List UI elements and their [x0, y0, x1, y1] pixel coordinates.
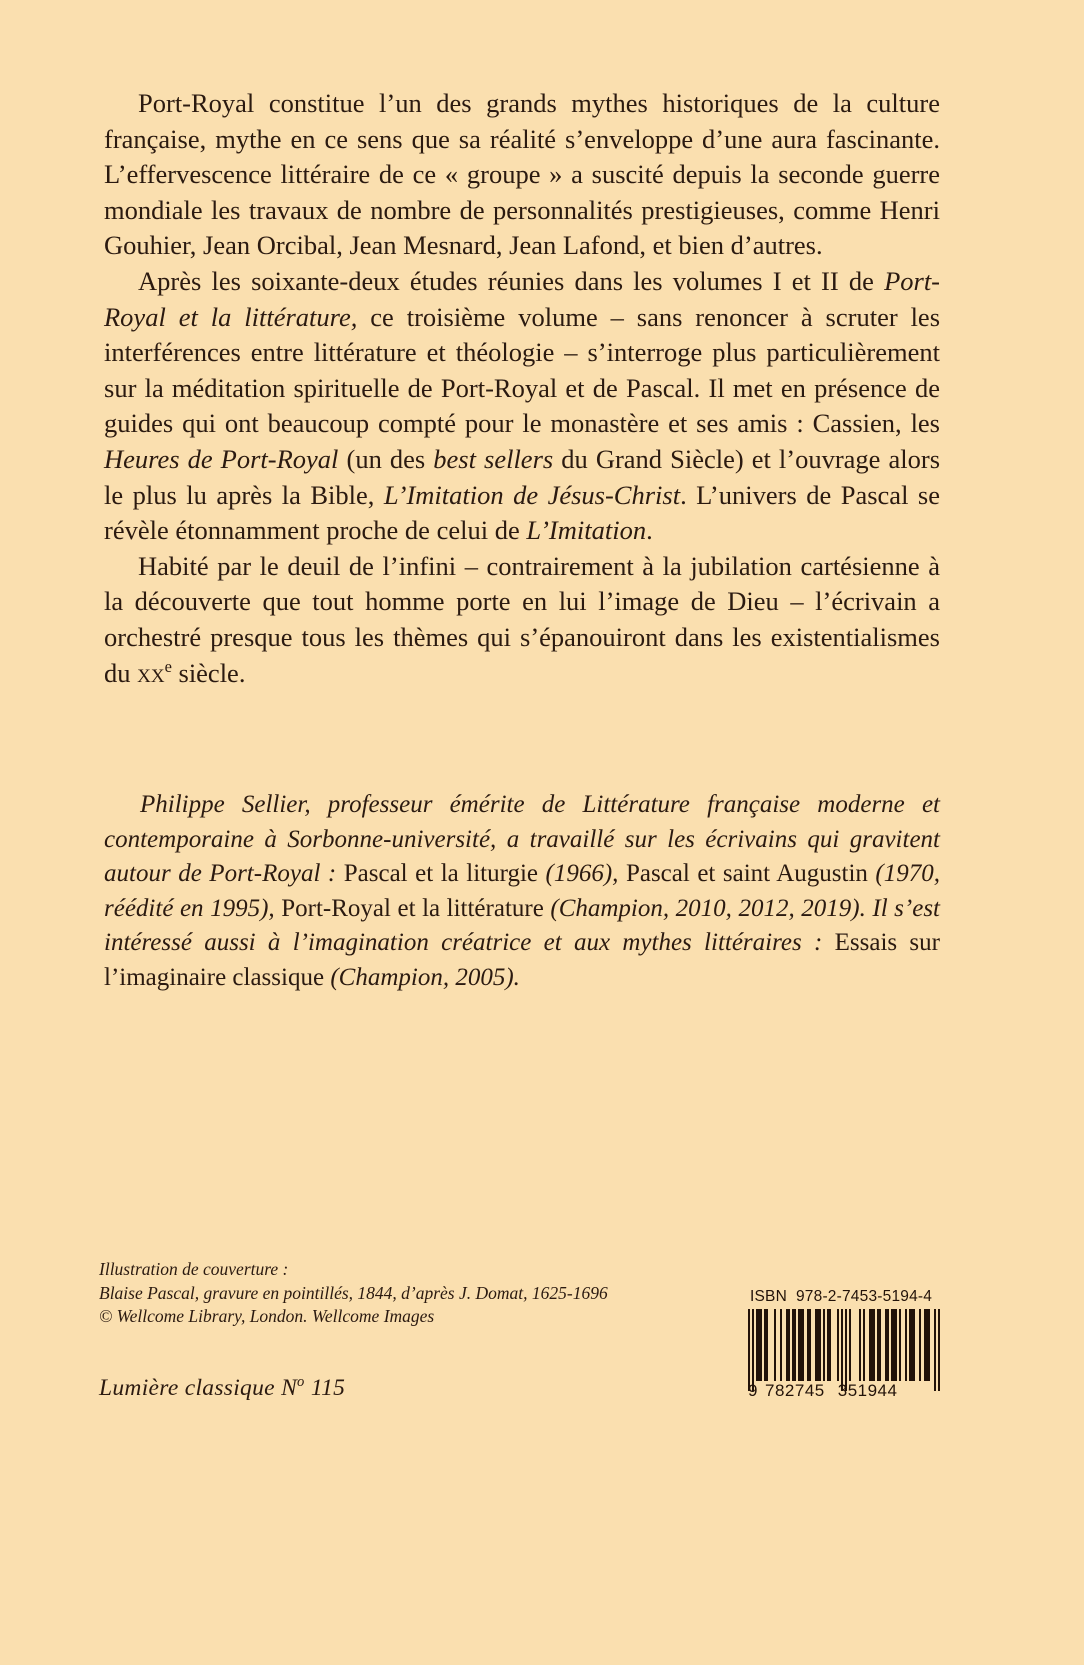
author-biography	[104, 788, 940, 995]
series-line	[99, 1375, 345, 1402]
bio-segment-2: (1966),	[538, 860, 626, 887]
series-number: 115	[304, 1375, 346, 1401]
blurb-p2-segment-6: .	[646, 515, 653, 546]
blurb-p2-segment-1: Après les soixante-deux études réunies dans les volumes I et II de	[138, 265, 885, 296]
work-pascal-et-la-liturgie: Pascal et la liturgie	[343, 860, 538, 887]
title-imitation-de-jesus-christ: L’Imitation de Jésus-Christ	[383, 479, 681, 510]
barcode-digits	[748, 1381, 940, 1401]
bio-segment-4: (Champion, 2010, 2012, 2019). Il s’est intéressé aussi à l’imagination créatrice et aux mythes littéraires :	[104, 894, 941, 956]
term-best-sellers: best sellers	[433, 443, 554, 474]
series-number-ordinal: o	[297, 1374, 305, 1391]
isbn-barcode-block	[748, 1288, 940, 1400]
bio-segment-3: (1970, réédité en 1995),	[104, 860, 940, 922]
work-port-royal-et-la-litterature: Port-Royal et la littérature	[281, 894, 544, 922]
blurb-paragraph-2	[104, 264, 940, 549]
bio-segment-5: (Champion, 2005).	[324, 963, 520, 991]
barcode-bars	[748, 1309, 940, 1381]
isbn-label: ISBN	[750, 1288, 787, 1305]
work-essais-sur-l-imaginaire-classique: Essais sur l’imaginaire classique	[104, 929, 940, 991]
title-heures-de-port-royal: Heures de Port-Royal	[104, 443, 339, 474]
ean-right-group: 351944	[837, 1381, 898, 1400]
ean-left-group: 782745	[765, 1381, 825, 1400]
blurb-paragraph-3	[104, 549, 940, 691]
century-ordinal-suffix: e	[164, 656, 172, 676]
isbn-line	[750, 1288, 940, 1306]
blurb-p2-segment-4: du Grand Siècle) et l’ouvrage alors le plus lu après la Bible,	[104, 443, 941, 510]
series-name: Lumière classique N	[99, 1375, 298, 1401]
blurb-text	[104, 86, 940, 691]
work-pascal-et-saint-augustin: Pascal et saint Augustin	[625, 860, 868, 887]
century-numeral: xx	[137, 657, 165, 688]
credits-line-3: © Wellcome Library, London. Wellcome Images	[99, 1306, 435, 1326]
title-imitation: L’Imitation	[526, 515, 647, 546]
blurb-p1-text: Port-Royal constitue l’un des grands mythes historiques de la culture française, mythe en ce sens que sa réalité s’enveloppe d’une aura fascinante. L’effervescence littéraire de ce « groupe » a suscité depuis la seconde guerre mondiale les travaux de nombre de personnalités prestigieuses, comme Henri Gouhier, Jean Orcibal, Jean Mesnard, Jean Lafond, et bien d’autres.	[104, 88, 940, 261]
isbn-value: 978-2-7453-5194-4	[795, 1288, 933, 1305]
ean13-barcode	[748, 1309, 940, 1400]
cover-illustration-credits	[99, 1258, 739, 1329]
title-port-royal-et-la-litterature: Port-Royal et la littérature,	[104, 265, 940, 332]
credits-line-1: Illustration de couverture :	[99, 1259, 289, 1279]
ean-lead-digit: 9	[748, 1381, 758, 1400]
blurb-p3-segment-2: siècle.	[171, 657, 246, 688]
credits-line-2: Blaise Pascal, gravure en pointillés, 1844, d’après J. Domat, 1625-1696	[99, 1282, 608, 1303]
bio-segment-1: Philippe Sellier, professeur émérite de Littérature française moderne et contemporaine à Sorbonne-université, a travaillé sur les écrivains qui gravitent autour de Port-Royal :	[104, 791, 940, 887]
blurb-p2-segment-2: ce troisième volume – sans renoncer à scruter les interférences entre littérature et théologie – s’interroge plus particulièrement sur la méditation spirituelle de Port-Royal et de Pascal. Il met en présence de guides qui ont beaucoup compté pour le monastère et ses amis : Cassien, les	[104, 301, 941, 439]
blurb-p2-segment-3: (un des	[338, 443, 434, 474]
bio-paragraph	[104, 788, 940, 995]
blurb-p2-segment-5: . L’univers de Pascal se révèle étonnamment proche de celui de	[104, 479, 940, 546]
blurb-paragraph-1	[104, 86, 940, 264]
blurb-p3-segment-1: Habité par le deuil de l’infini – contrairement à la jubilation cartésienne à la découverte que tout homme porte en lui l’image de Dieu – l’écrivain a orchestré presque tous les thèmes qui s’épanouiront dans les existentialismes du	[104, 550, 940, 688]
